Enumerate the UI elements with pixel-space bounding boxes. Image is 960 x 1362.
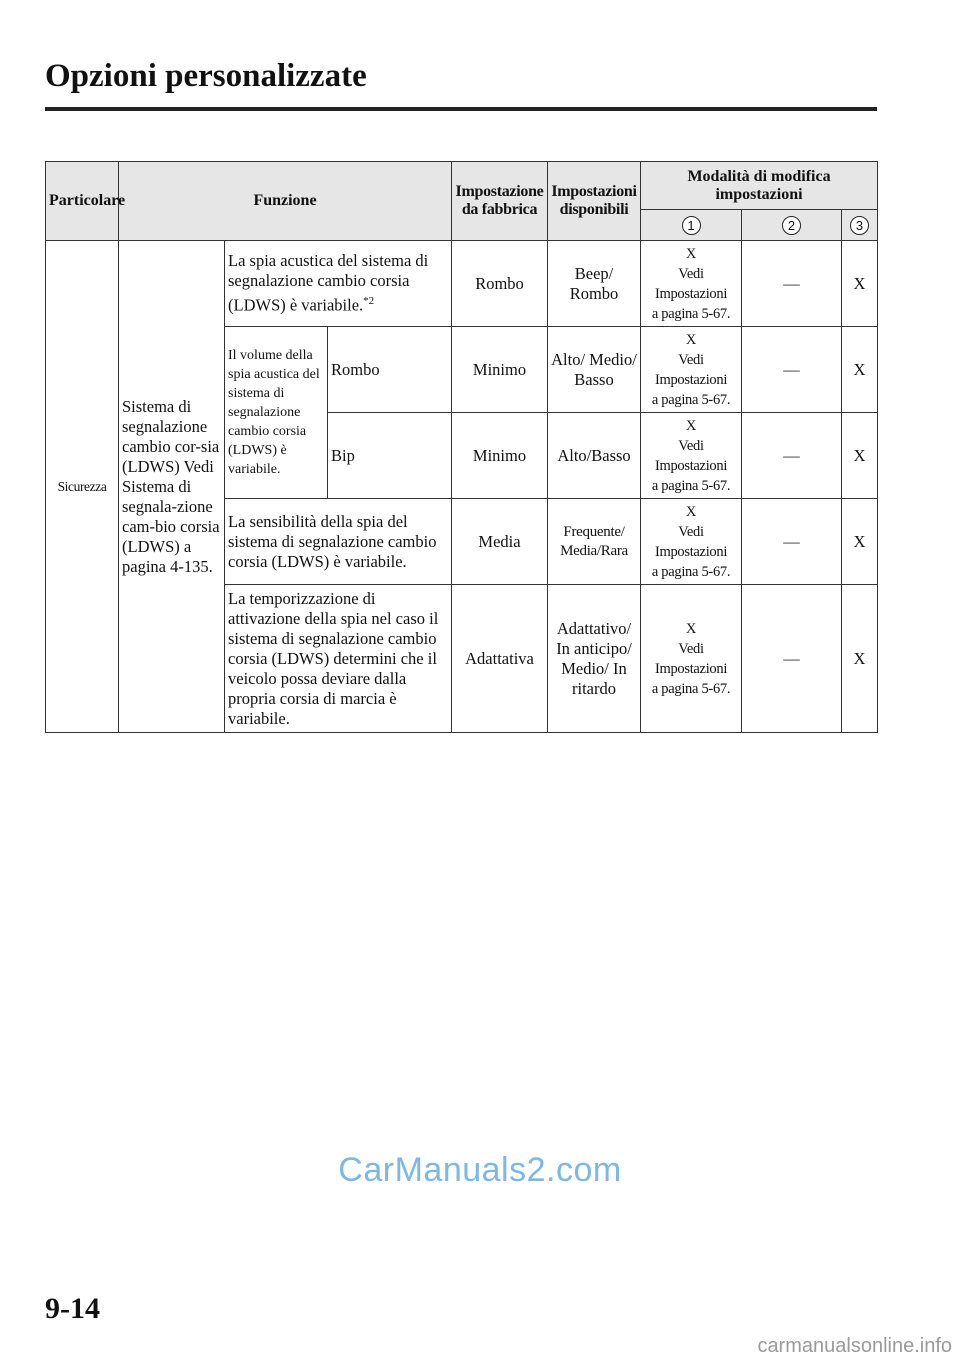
mode-1-impostazioni: Impostazioni [654,457,728,474]
available-settings-cell: Beep/ Rombo [548,241,641,327]
factory-setting-cell: Media [452,499,548,585]
mode-3-cell: X [842,585,878,733]
factory-setting-cell: Rombo [452,241,548,327]
mode-1-page-ref: a pagina 5-67. [651,563,731,580]
mode-1-page-ref: a pagina 5-67. [651,680,731,697]
mode-1-x: X [685,331,697,348]
page-number: 9-14 [45,1292,100,1325]
factory-setting-cell: Adattativa [452,585,548,733]
header-funzione: Funzione [119,162,452,241]
header-mode-1 [641,210,742,241]
mode-2-cell: — [742,241,842,327]
mode-2-cell: — [742,413,842,499]
mode-1-x: X [685,620,697,637]
settings-table [45,161,878,733]
function-cell: La sensibilità della spia del sistema di segnalazione cambio corsia (LDWS) è variabile. [225,499,452,585]
header-mode-2 [742,210,842,241]
mode-1-x: X [685,417,697,434]
header-impostazione-fabbrica: Impostazione da fabbrica [452,162,548,241]
mode-1-page-ref: a pagina 5-67. [651,391,731,408]
footer-watermark[interactable]: carmanualsonline.info [757,1335,952,1357]
mode-1-vedi: Vedi [678,437,704,454]
function-cell: Bip [328,413,452,499]
mode-1-cell [641,499,742,585]
mode-2-circle-icon: 2 [782,216,801,235]
available-settings-cell: Alto/ Medio/ Basso [548,327,641,413]
mode-1-vedi: Vedi [678,640,704,657]
mode-1-x: X [685,245,697,262]
footnote: *2 [363,295,375,308]
mode-1-impostazioni: Impostazioni [654,285,728,302]
function-cell: La temporizzazione di attivazione della spia nel caso il sistema di segnalazione cambio corsia (LDWS) determini che il veicolo possa deviare dalla propria corsia di marcia è variabile. [225,585,452,733]
available-settings-cell: Frequente/ Media/Rara [548,499,641,585]
category-cell: Sicurezza [46,241,119,733]
mode-3-cell: X [842,241,878,327]
mode-3-cell: X [842,499,878,585]
mode-1-page-ref: a pagina 5-67. [651,477,731,494]
mode-1-cell [641,585,742,733]
mode-3-circle-icon: 3 [850,216,869,235]
page-title: Opzioni personalizzate [45,58,367,94]
header-modalita: Modalità di modifica impostazioni [641,162,878,210]
mode-1-impostazioni: Impostazioni [654,660,728,677]
header-particolare: Particolare [46,162,119,241]
header-mode-3 [842,210,878,241]
watermark[interactable]: CarManuals2.com [338,1151,622,1189]
mode-1-cell [641,241,742,327]
subcategory-cell: Sistema di segnalazione cambio cor-sia (LDWS) Vedi Sistema di segnala-zione cam-bio corsia (LDWS) a pagina 4-135. [119,241,225,733]
table-row [46,241,878,327]
mode-3-cell: X [842,413,878,499]
function-cell [225,241,452,327]
mode-2-cell: — [742,585,842,733]
mode-1-cell [641,413,742,499]
volume-group-cell: Il volume della spia acustica del sistema di segnalazione cambio corsia (LDWS) è variabile. [225,327,328,499]
mode-1-vedi: Vedi [678,265,704,282]
available-settings-cell: Alto/Basso [548,413,641,499]
mode-2-cell: — [742,327,842,413]
mode-2-cell: — [742,499,842,585]
mode-1-vedi: Vedi [678,351,704,368]
mode-1-vedi: Vedi [678,523,704,540]
mode-1-cell [641,327,742,413]
mode-1-page-ref: a pagina 5-67. [651,305,731,322]
mode-1-impostazioni: Impostazioni [654,371,728,388]
function-text: La spia acustica del sistema di segnalazione cambio corsia (LDWS) è variabile. [228,251,429,315]
header-impostazioni-disponibili: Impostazioni disponibili [548,162,641,241]
mode-1-impostazioni: Impostazioni [654,543,728,560]
function-cell: Rombo [328,327,452,413]
mode-3-cell: X [842,327,878,413]
factory-setting-cell: Minimo [452,413,548,499]
factory-setting-cell: Minimo [452,327,548,413]
mode-1-circle-icon: 1 [682,216,701,235]
available-settings-cell: Adattativo/ In anticipo/ Medio/ In ritardo [548,585,641,733]
mode-1-x: X [685,503,697,520]
title-rule [45,107,877,111]
